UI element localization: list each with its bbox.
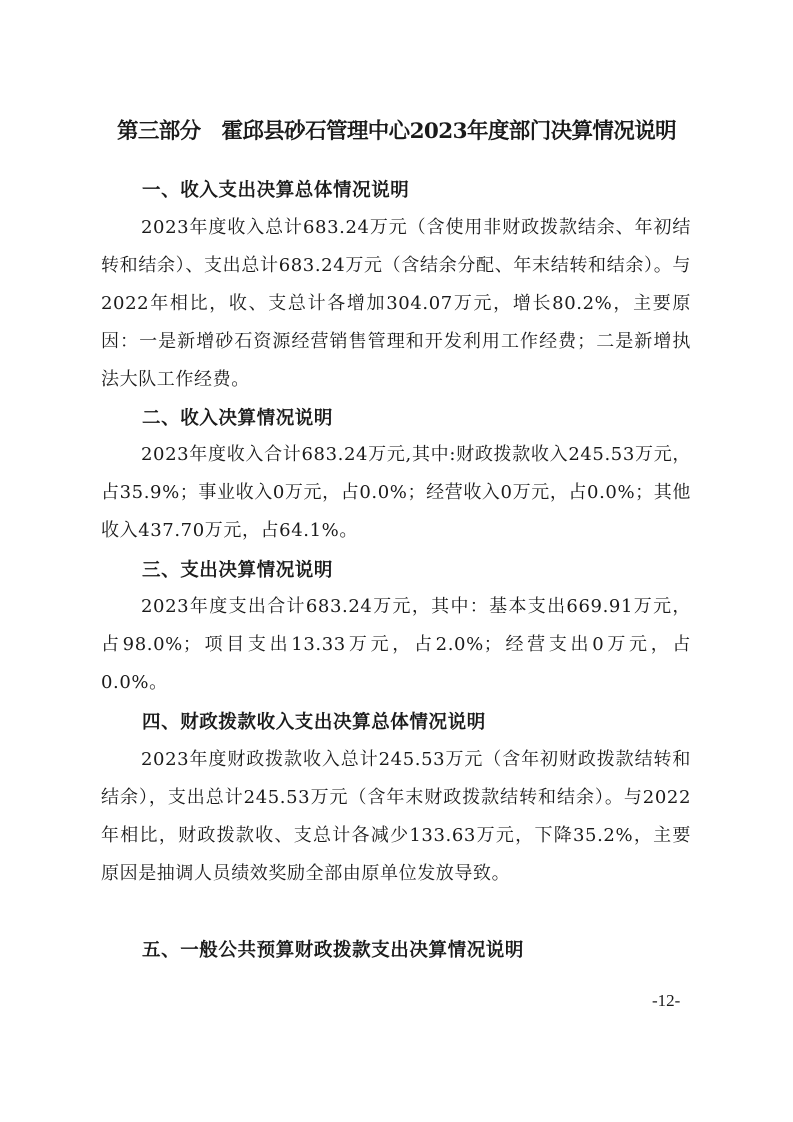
section-body-4: 2023年度财政拨款收入总计245.53万元（含年初财政拨款结转和结余），支出总计245.53万元（含年末财政拨款结转和结余）。与2022年相比，财政拨款收、支总计各减少133.63万元，下降35.2%，主要原因是抽调人员绩效奖励全部由原单位发放导致。	[101, 749, 691, 884]
section-body-3: 2023年度支出合计683.24万元，其中：基本支出669.91万元，占98.0%；项目支出13.33万元，占2.0%；经营支出0万元，占0.0%。	[101, 596, 691, 693]
section-body-2: 2023年度收入合计683.24万元,其中:财政拨款收入245.53万元，占35.9%；事业收入0万元，占0.0%；经营收入0万元，占0.0%；其他收入437.70万元，占64.1%。	[101, 444, 691, 541]
section-heading-1: 一、收入支出决算总体情况说明	[142, 180, 410, 201]
section-body-1: 2023年度收入总计683.24万元（含使用非财政拨款结余、年初结转和结余）、支出总计683.24万元（含结余分配、年末结转和结余）。与2022年相比，收、支总计各增加304.07万元，增长80.2%，主要原因：一是新增砂石资源经营销售管理和开发利用工作经费；二是新增执法大队工作经费。	[101, 217, 691, 390]
section-heading-2: 二、收入决算情况说明	[142, 408, 334, 429]
section-heading-5: 五、一般公共预算财政拨款支出决算情况说明	[142, 940, 525, 961]
section-heading-4: 四、财政拨款收入支出决算总体情况说明	[142, 712, 486, 733]
section-heading-3: 三、支出决算情况说明	[142, 560, 334, 581]
page-number: -12-	[652, 991, 681, 1010]
page-title: 第三部分 霍邱县砂石管理中心2023年度部门决算情况说明	[116, 119, 677, 144]
